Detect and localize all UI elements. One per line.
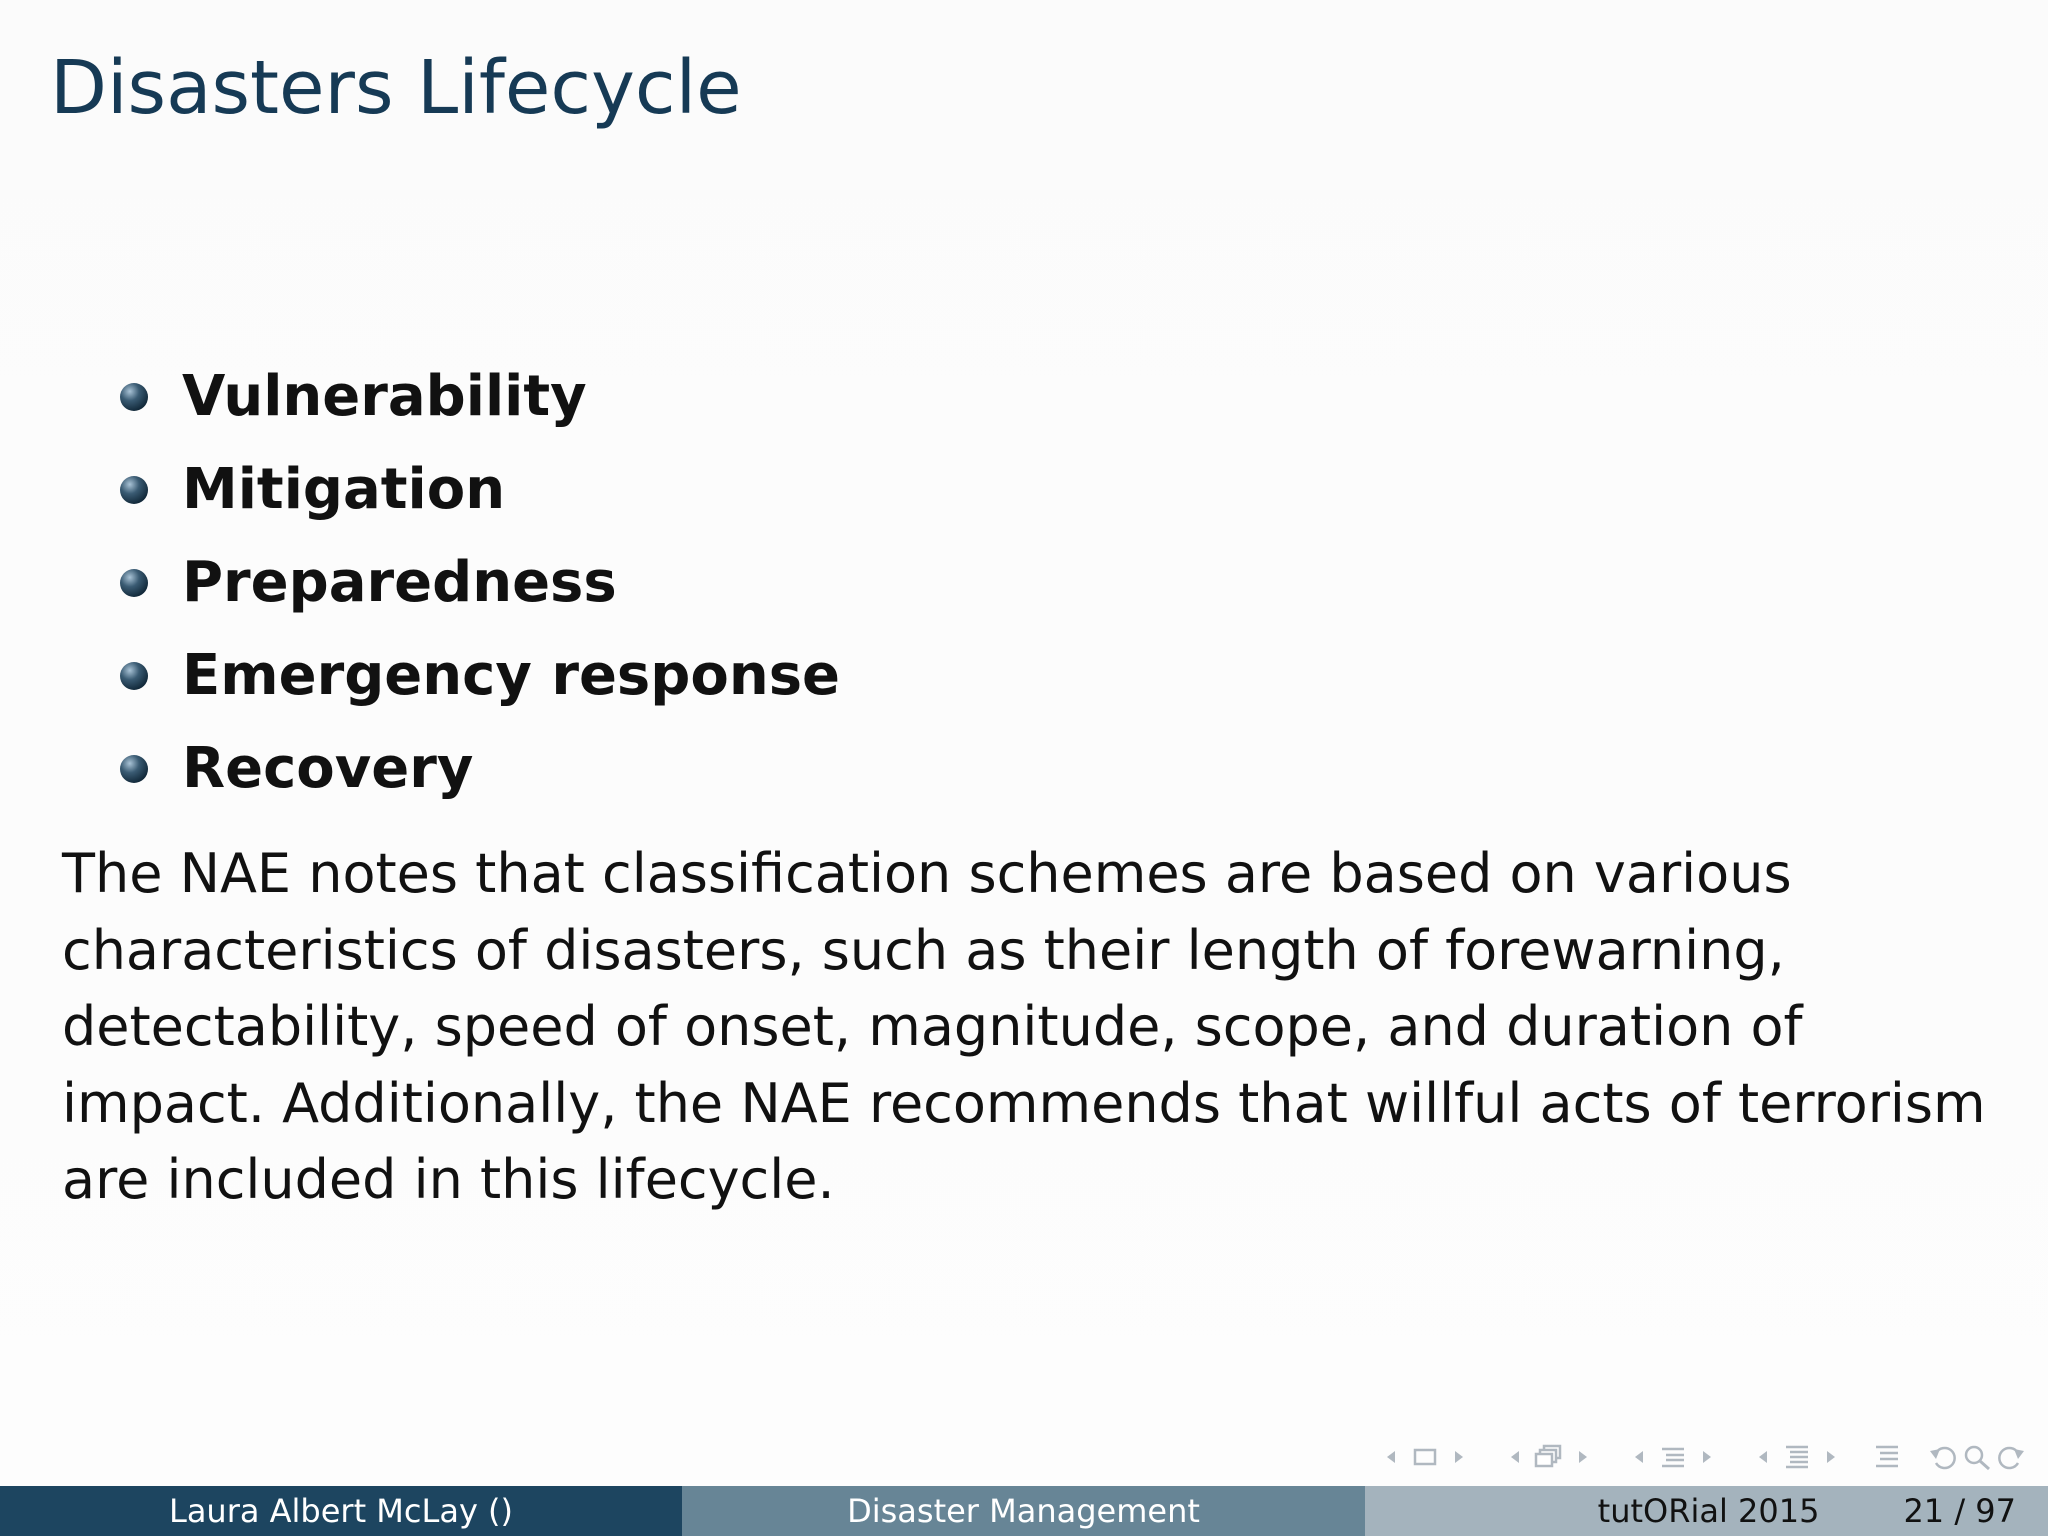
section-nav-group (1622, 1440, 1724, 1474)
bullet-label: Vulnerability (182, 364, 587, 429)
next-frame-icon[interactable] (1442, 1440, 1476, 1474)
subsection-list-icon[interactable] (1780, 1440, 1814, 1474)
subsection-nav-group (1498, 1440, 1600, 1474)
undo-icon[interactable] (1926, 1440, 1960, 1474)
bullet-ball-icon (120, 383, 148, 411)
navigation-bar (1352, 1440, 2028, 1474)
next-section-icon[interactable] (1690, 1440, 1724, 1474)
tools-nav-group (1926, 1440, 2028, 1474)
list-item (120, 350, 840, 443)
page-number: 21 / 97 (1903, 1492, 2016, 1530)
bullet-label: Recovery (182, 736, 474, 801)
bullet-label: Mitigation (182, 457, 506, 522)
list-item (120, 722, 840, 815)
next-subsection-icon[interactable] (1566, 1440, 1600, 1474)
prev-subsection-list-icon[interactable] (1746, 1440, 1780, 1474)
search-icon[interactable] (1960, 1440, 1994, 1474)
prev-section-icon[interactable] (1622, 1440, 1656, 1474)
footer-event: tutORial 2015 (1597, 1492, 1820, 1530)
footer-title: Disaster Management (682, 1486, 1365, 1536)
footer (0, 1486, 2048, 1536)
body-paragraph: The NAE notes that classification schemes are based on various characteristics of disasters, such as their length of forewarning, detectability, speed of onset, magnitude, scope, and duration of impact. Additionally, the NAE recommends that willful acts of terrorism are included in this lifecycle. (62, 842, 1986, 1211)
list-item (120, 443, 840, 536)
list-item (120, 629, 840, 722)
section-icon[interactable] (1656, 1440, 1690, 1474)
footer-info (1365, 1486, 2048, 1536)
bullet-label: Emergency response (182, 643, 840, 708)
subsection-list-nav-group (1746, 1440, 1848, 1474)
bullet-ball-icon (120, 755, 148, 783)
bullet-label: Preparedness (182, 550, 617, 615)
prev-subsection-icon[interactable] (1498, 1440, 1532, 1474)
frame-icon[interactable] (1408, 1440, 1442, 1474)
bullet-ball-icon (120, 476, 148, 504)
footer-author: Laura Albert McLay () (0, 1486, 682, 1536)
outline-nav-group (1870, 1440, 1904, 1474)
subsection-icon[interactable] (1532, 1440, 1566, 1474)
slide-title: Disasters Lifecycle (50, 45, 742, 131)
next-subsection-list-icon[interactable] (1814, 1440, 1848, 1474)
list-item (120, 536, 840, 629)
redo-icon[interactable] (1994, 1440, 2028, 1474)
bullet-ball-icon (120, 569, 148, 597)
bullet-ball-icon (120, 662, 148, 690)
frame-nav-group (1374, 1440, 1476, 1474)
prev-frame-icon[interactable] (1374, 1440, 1408, 1474)
outline-icon[interactable] (1870, 1440, 1904, 1474)
bullet-list (120, 350, 840, 815)
